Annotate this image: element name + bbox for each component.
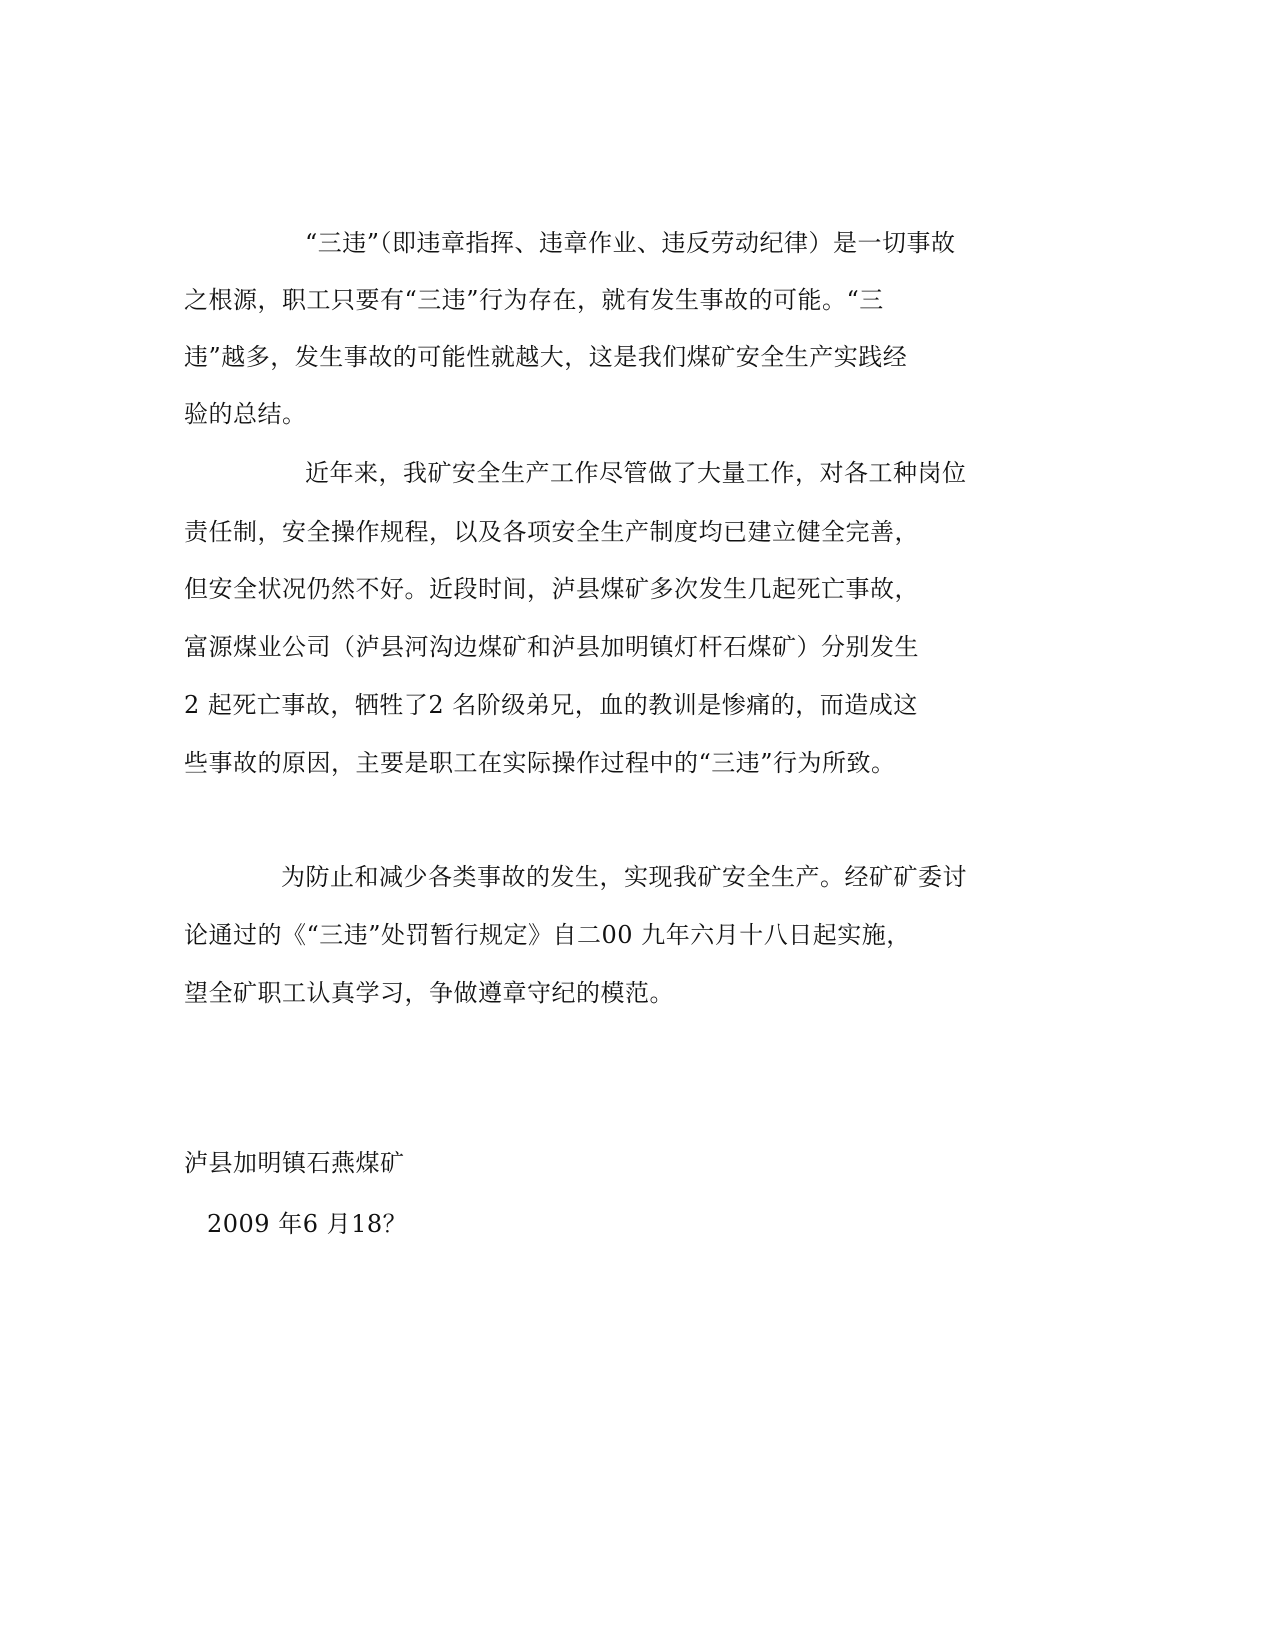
- paragraph-2-line-1: 近年来，我矿安全生产工作尽管做了大量工作，对各工种岗位: [305, 459, 967, 487]
- paragraph-1-line-3: 违”越多，发生事故的可能性就越大，这是我们煤矿安全生产实践经: [184, 343, 908, 371]
- paragraph-3-line-1: 为防止和减少各类事故的发生，实现我矿安全生产。经矿矿委讨: [281, 863, 967, 891]
- signature-organization: 泸县加明镇石燕煤矿: [184, 1149, 405, 1177]
- paragraph-1-line-4: 验的总结。: [184, 400, 307, 428]
- paragraph-2-line-3: 但安全状况仍然不好。近段时间，泸县煤矿多次发生几起死亡事故，: [184, 575, 919, 603]
- paragraph-3-line-2: 论通过的《“三违”处罚暂行规定》自二00 九年六月十八日起实施，: [184, 921, 911, 949]
- signature-date: 2009 年6 月18？: [207, 1210, 408, 1238]
- paragraph-2-line-2: 责任制，安全操作规程，以及各项安全生产制度均已建立健全完善，: [184, 518, 919, 546]
- paragraph-2-line-5: 2 起死亡事故，牺牲了2 名阶级弟兄，血的教训是惨痛的，而造成这: [184, 691, 918, 719]
- paragraph-3-line-3: 望全矿职工认真学习，争做遵章守纪的模范。: [184, 979, 674, 1007]
- paragraph-2-line-6: 些事故的原因，主要是职工在实际操作过程中的“三违”行为所致。: [184, 749, 896, 777]
- paragraph-1-line-1: “三违”（即违章指挥、违章作业、违反劳动纪律）是一切事故: [305, 229, 956, 257]
- paragraph-2-line-4: 富源煤业公司（泸县河沟边煤矿和泸县加明镇灯杆石煤矿）分别发生: [184, 633, 919, 661]
- paragraph-1-line-2: 之根源，职工只要有“三违”行为存在，就有发生事故的可能。“三: [184, 286, 884, 314]
